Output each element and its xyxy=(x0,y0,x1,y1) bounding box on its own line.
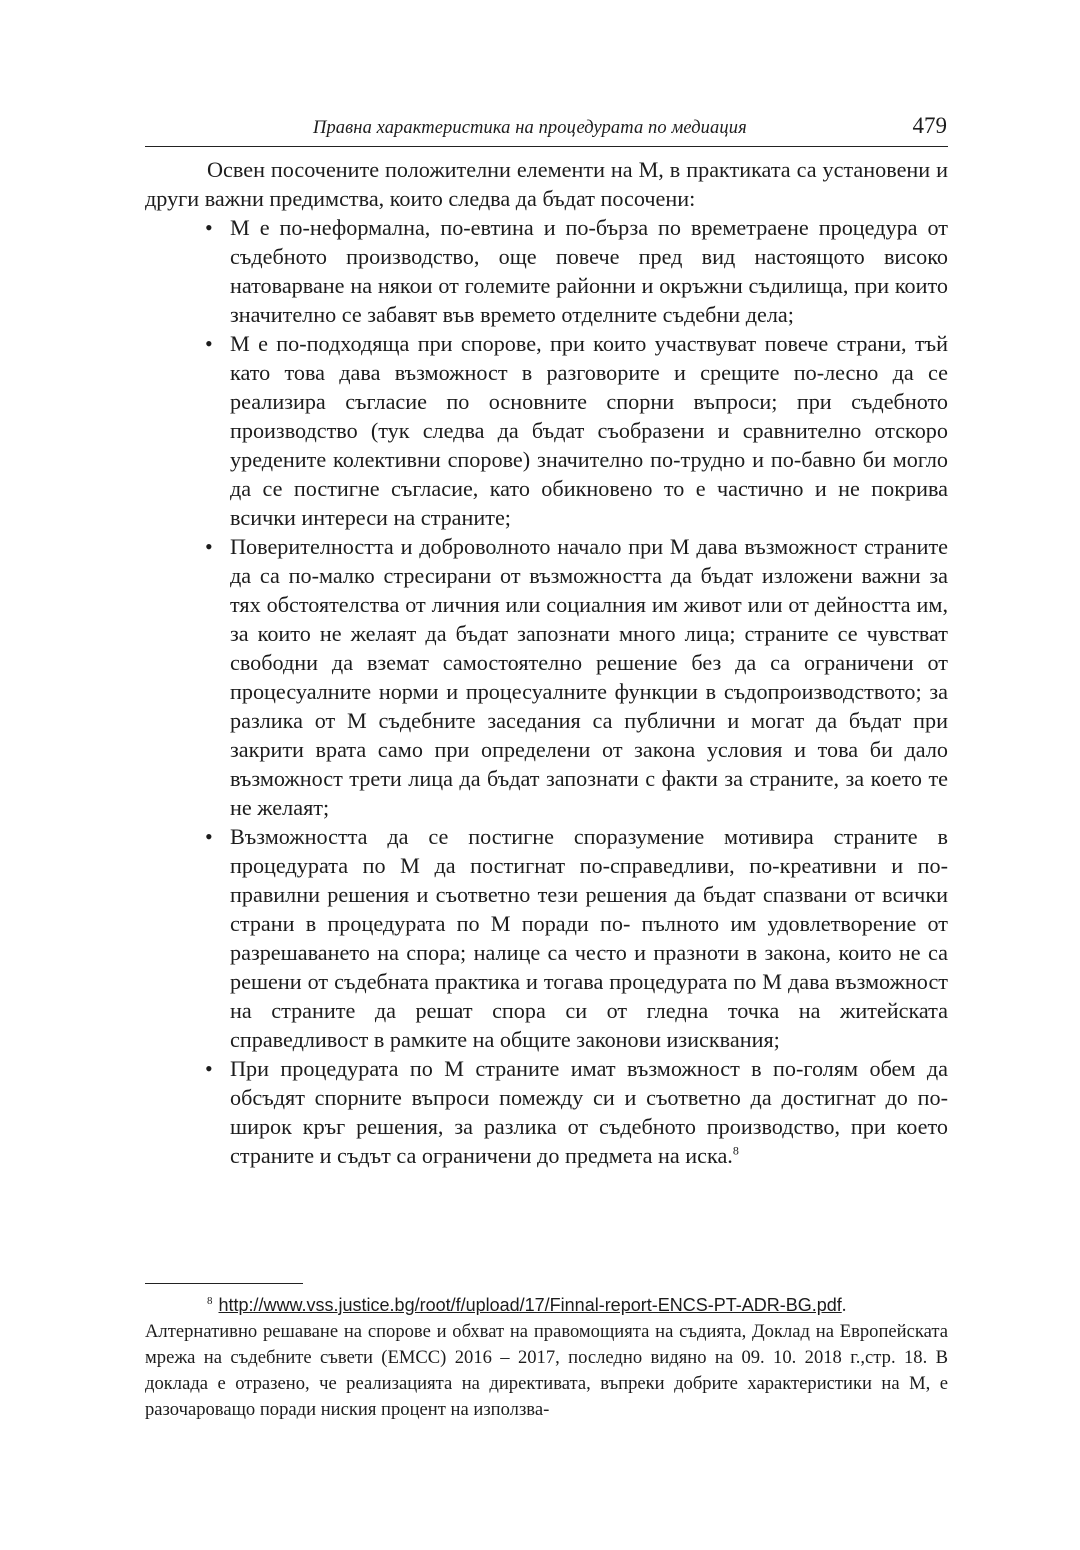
bullet-icon: • xyxy=(205,824,213,849)
advantages-list xyxy=(145,213,948,1170)
main-text xyxy=(145,155,948,1170)
bullet-icon: • xyxy=(205,534,213,559)
footnote-divider xyxy=(145,1283,303,1284)
list-item-text: М е по-неформална, по-евтина и по-бърза по времетраене процедура от съдебното производство, още повече пред вид настоящото високо натоварване на някои от големите районни и окръжни съдилища, при които значително се забавят във времето отделните съдебни дела; xyxy=(230,215,948,327)
running-header xyxy=(145,113,948,147)
running-title: Правна характеристика на процедурата по медиация xyxy=(313,118,747,138)
page-number: 479 xyxy=(912,113,947,138)
list-item xyxy=(205,532,948,822)
list-item xyxy=(205,1054,948,1170)
footnote-link-period: . xyxy=(841,1295,847,1316)
list-item xyxy=(205,213,948,329)
footnote xyxy=(145,1292,948,1423)
list-item xyxy=(205,822,948,1054)
bullet-icon: • xyxy=(205,1056,213,1081)
bullet-icon: • xyxy=(205,331,213,356)
footnote-reference[interactable]: 8 xyxy=(732,1143,739,1158)
footnote-link[interactable]: http://www.vss.justice.bg/root/f/upload/17/Finnal-report-ENCS-PT-ADR-BG.pdf xyxy=(218,1295,842,1315)
intro-paragraph: Освен посочените положителни елементи на М, в практиката са установени и други важни предимства, които следва да бъдат посочени: xyxy=(145,157,948,211)
list-item-text: Поверителността и доброволното начало при М дава възможност страните да са по-малко стресирани от възможността да бъдат изложени важни за тях обстоятелства от личния или социалния им живот или от дейността им, за които не желаят да бъдат запознати много лица; страните се чувстват свободни да вземат самостоятелно решение без да са ограничени от процесуалните норми и процесуалните функции в съдопроизводството; за разлика от М съдебните заседания са публични и могат да бъдат при закрити врата само при определени от закона условия и това би дало възможност трети лица да бъдат запознати с факти за страните, за което те не желаят; xyxy=(230,534,948,820)
list-item-text: При процедурата по М страните имат възможност в по-голям обем да обсъдят спорните въпроси помежду си и съответно да достигнат до по- широк кръг решения, за разлика от съдебното производство, при което страните и съдът са ограничени до предмета на иска. xyxy=(230,1056,948,1168)
list-item xyxy=(205,329,948,532)
footnote-text: Алтернативно решаване на спорове и обхват на правомощията на съдията, Доклад на Европейската мрежа на съдебните съвети (ЕМСС) 2016 – 2017, последно видяно на 09. 10. 2018 г.,стр. 18. В доклада е отразено, че реализацията на директивата, въпреки добрите характеристики на М, е разочароващо поради ниския процент на използва- xyxy=(145,1321,948,1420)
list-item-text: Възможността да се постигне споразумение мотивира страните в процедурата по М да постигнат по-справедливи, по-креативни и по-правилни решения и съответно тези решения да бъдат спазвани от всички страни в процедурата по М поради по- пълното им удовлетворение от разрешаването на спора; налице са често и празноти в закона, които не са решени от съдебната практика и тогава процедурата по М дава възможност на страните да решат спора си от гледна точка на житейската справедливост в рамките на общите законови изисквания; xyxy=(230,824,948,1052)
list-item-text: М е по-подходяща при спорове, при които участвуват повече страни, тъй като това дава възможност в разговорите и срещите по-лесно да се реализира съгласие по основните спорни въпроси; при съдебното производство (тук следва да бъдат съобразени и сравнително отскоро уредените колективни спорове) значително по-трудно и по-бавно би могло да се постигне съгласие, като обикновено то е частично и не покрива всички интереси на страните; xyxy=(230,331,948,530)
bullet-icon: • xyxy=(205,215,213,240)
footnote-number: 8 xyxy=(207,1294,213,1307)
